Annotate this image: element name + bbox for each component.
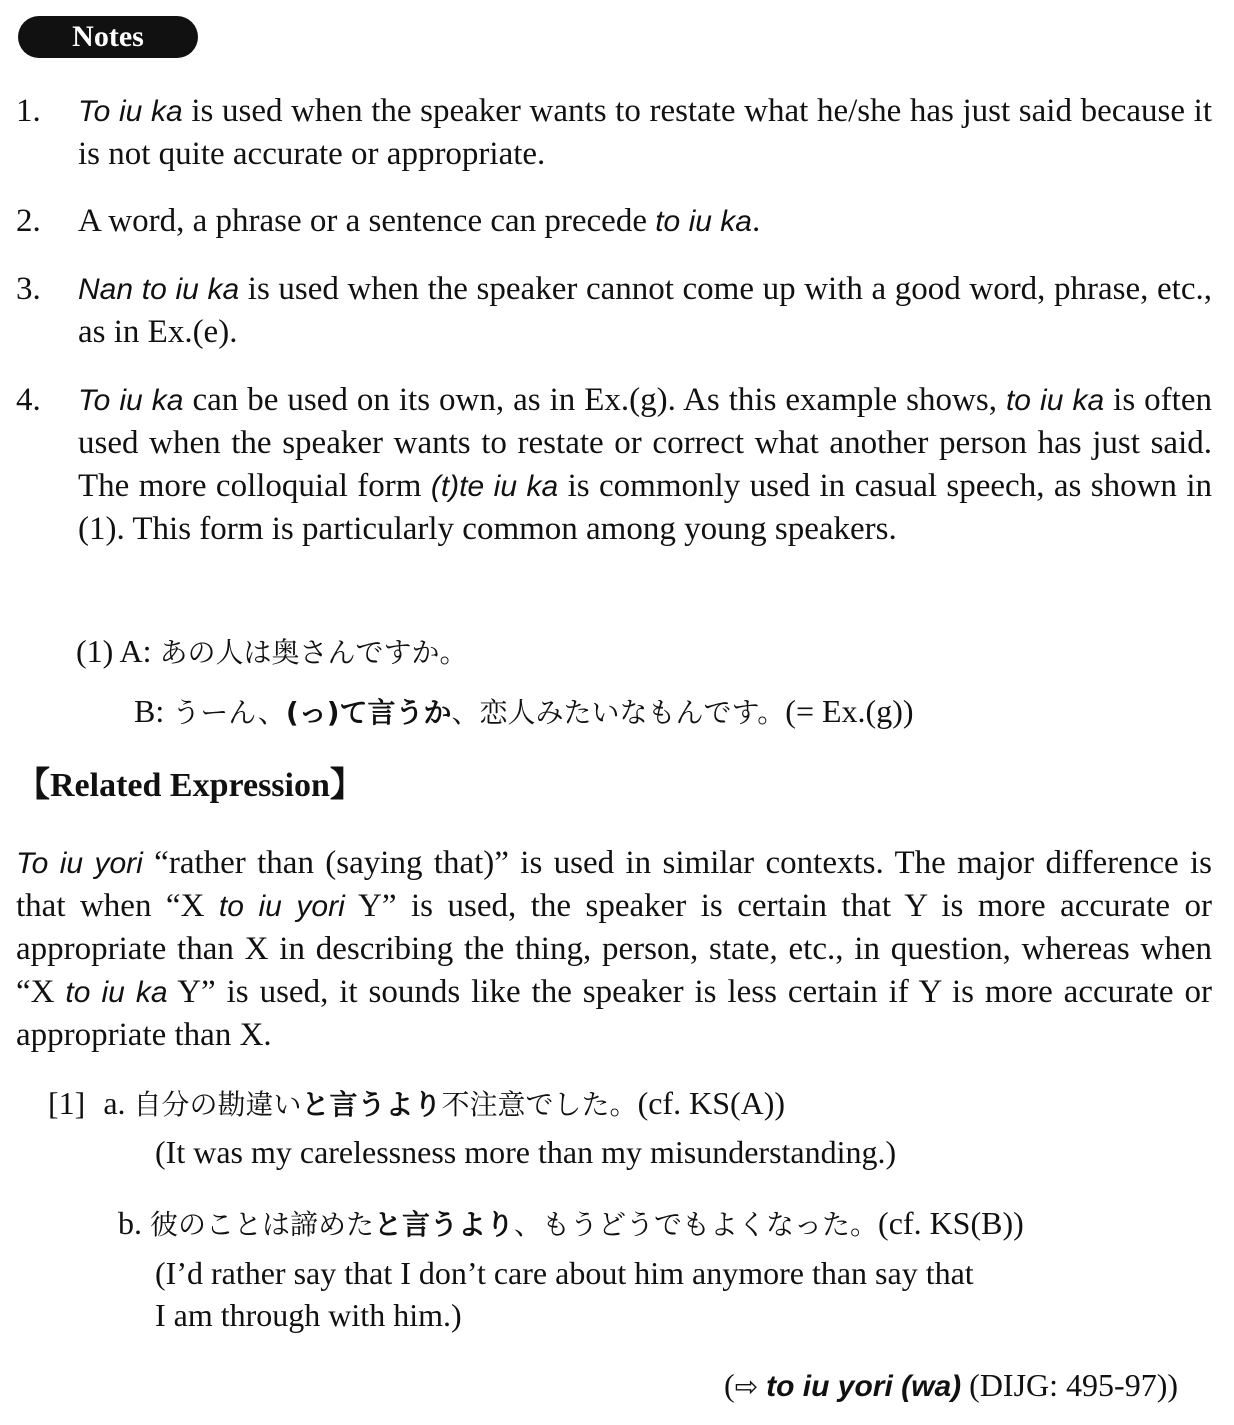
related-example-a	[48, 1082, 785, 1126]
related-text: Y” is used, it sounds like the speaker is less certain if Y is more accurate or appropriate than X.	[16, 974, 1212, 1053]
example-label: [1]	[48, 1085, 86, 1121]
note-number: 1.	[16, 93, 41, 129]
japanese-text: 彼のことは諦めた	[150, 1208, 375, 1241]
example-letter: a.	[103, 1085, 126, 1121]
related-example-a-translation: (It was my carelessness more than my misunderstanding.)	[155, 1134, 897, 1170]
speaker-label: A:	[119, 633, 152, 669]
note-2	[16, 200, 1212, 243]
japanese-highlight: (っ)て言うか	[285, 696, 452, 729]
note-text: is used when the speaker wants to restate what he/she has just said because it is not quite accurate or appropriate.	[78, 93, 1212, 172]
related-text: “rather than (saying that)” is used in similar contexts. The major difference is that when “X	[16, 845, 1212, 924]
note-term: (t)te iu ka	[430, 470, 559, 503]
note-term: To iu ka	[78, 95, 183, 128]
reference-text: (DIJG: 495-97))	[961, 1367, 1178, 1403]
japanese-highlight: と言うより	[374, 1208, 515, 1241]
japanese-text: うーん、	[172, 696, 286, 729]
note-text: is commonly used in casual speech, as shown in (1). This form is particularly common among young speakers.	[78, 468, 1213, 547]
note-term: to iu ka	[1005, 384, 1105, 417]
example-1-line-b	[134, 690, 914, 734]
note-number: 3.	[16, 271, 41, 307]
note-text: .	[751, 203, 761, 239]
related-example-b-translation-2: I am through with him.)	[155, 1297, 462, 1333]
example-letter: b.	[118, 1205, 142, 1241]
note-text: can be used on its own, as in Ex.(g). As this example shows,	[183, 382, 1006, 418]
note-number: 2.	[16, 203, 41, 239]
note-text: is often used when the speaker wants to restate or correct what another person has just said. The more colloquial form	[78, 382, 1212, 504]
note-3	[16, 268, 1212, 354]
example-label: (1)	[76, 633, 114, 669]
related-text: Y” is used, the speaker is certain that Y is more accurate or appropriate than X in describing the thing, person, state, etc., in question, whereas when “X	[16, 888, 1212, 1010]
note-number: 4.	[16, 382, 41, 418]
japanese-sentence: あの人は奥さんですか。	[159, 636, 468, 669]
japanese-text: 不注意でした。	[441, 1088, 638, 1121]
note-1	[16, 90, 1212, 176]
japanese-highlight: と言うより	[301, 1088, 442, 1121]
example-reference: (cf. KS(A))	[637, 1085, 786, 1121]
japanese-text: 、もうどうでもよくなった。	[514, 1208, 879, 1241]
related-example-b-translation-1: (I’d rather say that I don’t care about him anymore than say that	[155, 1255, 974, 1291]
cross-reference	[724, 1364, 1178, 1408]
note-text: is used when the speaker cannot come up with a good word, phrase, etc., as in Ex.(e).	[78, 271, 1212, 350]
japanese-text: 、恋人みたいなもんです。	[451, 696, 786, 729]
reference-term: to iu yori (wa)	[766, 1370, 962, 1403]
right-arrow-icon: ⇨	[734, 1370, 759, 1403]
example-1-line-a	[76, 630, 468, 674]
example-reference: (= Ex.(g))	[785, 693, 914, 729]
note-4	[16, 379, 1212, 551]
related-example-b	[118, 1202, 1024, 1246]
reference-open: (	[724, 1367, 735, 1403]
note-term: to iu ka	[655, 205, 752, 238]
related-term: to iu ka	[65, 976, 168, 1009]
note-term: Nan to iu ka	[78, 273, 240, 306]
notes-badge: Notes	[18, 16, 198, 58]
related-term: To iu yori	[16, 847, 143, 880]
note-term: To iu ka	[78, 384, 184, 417]
speaker-label: B:	[134, 693, 165, 729]
japanese-text: 自分の勘違い	[133, 1088, 302, 1121]
example-reference: (cf. KS(B))	[878, 1205, 1024, 1241]
related-paragraph	[16, 842, 1212, 1057]
note-text: A word, a phrase or a sentence can precede	[78, 203, 656, 239]
related-term: to iu yori	[218, 890, 345, 923]
related-expression-heading: 【Related Expression】	[16, 767, 364, 804]
